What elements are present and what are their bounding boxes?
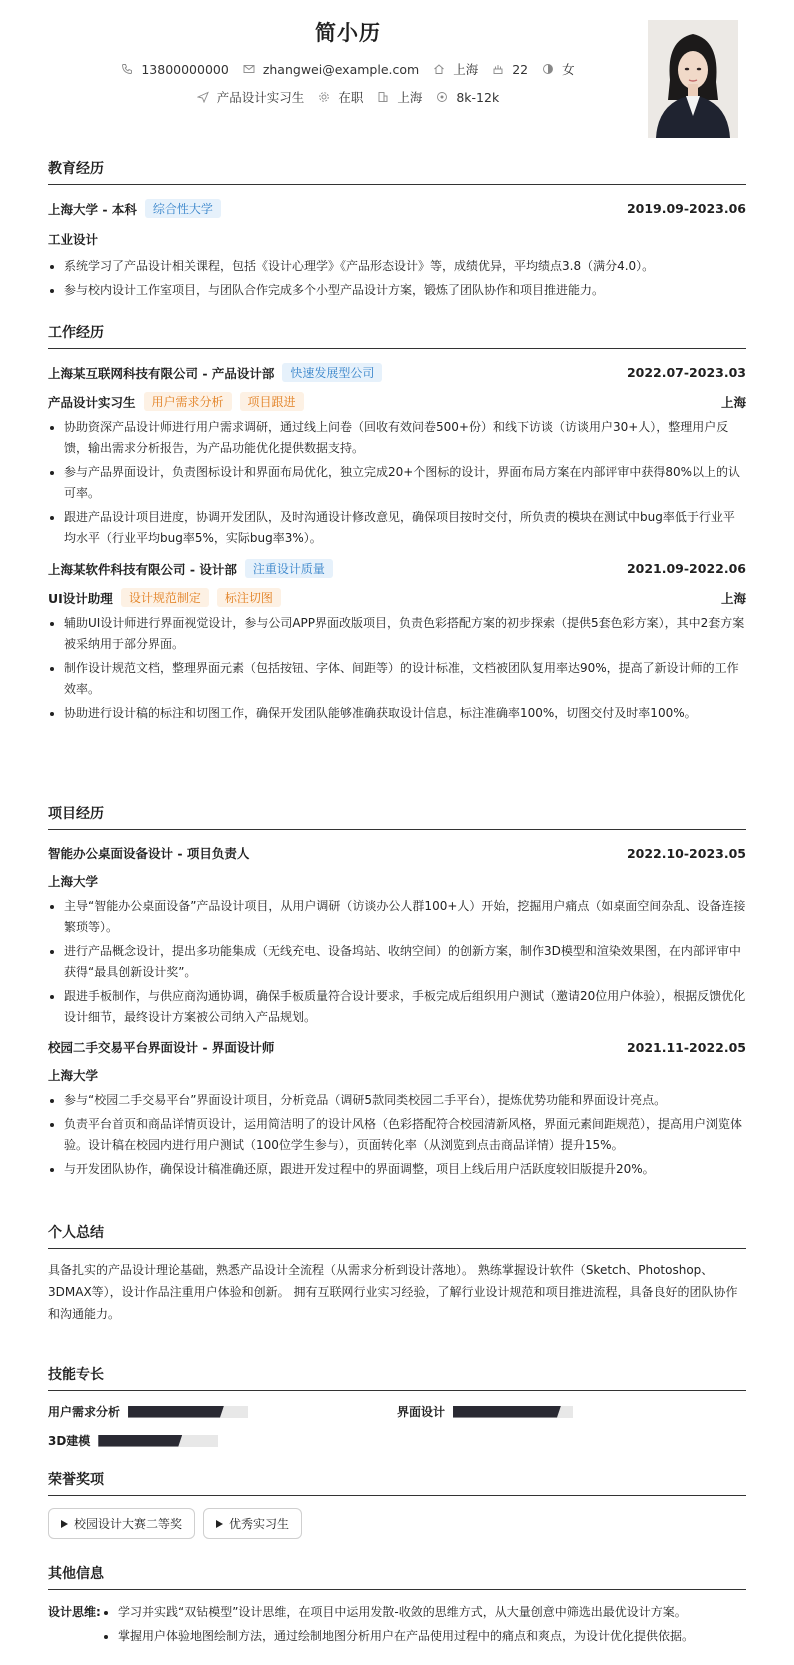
skill-item bbox=[48, 1403, 397, 1420]
project-org-text: 上海大学 bbox=[48, 874, 99, 889]
list-item: 学习并实践“双钻模型”设计思维，在项目中运用发散-收敛的思维方式，从大量创意中筛选出最优设计方案。 bbox=[102, 1602, 746, 1623]
list-item: 辅助UI设计师进行界面视觉设计，参与公司APP界面改版项目，负责色彩搭配方案的初步探索（提供5套色彩方案），其中2套方案被采纳用于部分界面。 bbox=[48, 613, 746, 655]
portrait-image bbox=[648, 20, 738, 138]
skill-name: 用户需求分析 bbox=[48, 1405, 121, 1419]
email-text: zhangwei@example.com bbox=[262, 61, 420, 77]
project-name: 校园二手交易平台界面设计 - 界面设计师 bbox=[48, 1040, 275, 1055]
job-intent-row bbox=[48, 88, 648, 106]
other-section bbox=[48, 1563, 746, 1650]
coin-icon bbox=[436, 91, 448, 103]
job-entry-head bbox=[48, 363, 746, 382]
list-item: 系统学习了产品设计相关课程，包括《设计心理学》《产品形态设计》等，成绩优异，平均绩点3.8（满分4.0）。 bbox=[48, 256, 746, 277]
gender-text: 女 bbox=[562, 62, 575, 77]
city-item bbox=[433, 60, 478, 78]
building-icon bbox=[377, 91, 389, 103]
job-location: 上海 bbox=[720, 590, 746, 606]
skills-section bbox=[48, 1364, 746, 1449]
project-org-text: 上海大学 bbox=[48, 1068, 99, 1083]
project-bullets bbox=[48, 896, 746, 1028]
section-title: 其他信息 bbox=[48, 1563, 746, 1590]
job-target-text: 产品设计实习生 bbox=[216, 90, 305, 105]
list-item: 参与产品界面设计，负责图标设计和界面布局优化，独立完成20+个图标的设计，界面布局方案在内部评审中获得80%以上的认可率。 bbox=[48, 462, 746, 504]
mail-icon bbox=[243, 63, 255, 75]
home-icon bbox=[433, 63, 445, 75]
skill-bar bbox=[453, 1406, 573, 1418]
company-tag: 注重设计质量 bbox=[245, 559, 333, 578]
education-section bbox=[48, 158, 746, 304]
job-role-row bbox=[48, 392, 746, 411]
play-icon bbox=[61, 1520, 68, 1528]
list-item: 进行产品概念设计，提出多功能集成（无线充电、设备坞站、收纳空间）的创新方案，制作3D模型和渲染效果图，在内部评审中获得“最具创新设计奖”。 bbox=[48, 941, 746, 983]
job-date: 2022.07-2023.03 bbox=[626, 365, 746, 380]
awards-section bbox=[48, 1469, 746, 1539]
list-item: 掌握用户体验地图绘制方法，通过绘制地图分析用户在产品使用过程中的痛点和爽点，为设计优化提供依据。 bbox=[102, 1626, 746, 1647]
company-tag: 快速发展型公司 bbox=[282, 363, 382, 382]
job-role: UI设计助理 bbox=[48, 590, 113, 606]
gender-icon bbox=[542, 63, 554, 75]
work-section bbox=[48, 322, 746, 727]
project-bullets bbox=[48, 1090, 746, 1180]
phone-item bbox=[121, 62, 228, 77]
target-city-item bbox=[377, 88, 422, 106]
skill-item bbox=[48, 1432, 397, 1449]
section-title: 教育经历 bbox=[48, 158, 746, 185]
award-text: 优秀实习生 bbox=[229, 1517, 290, 1531]
list-item: 跟进产品设计项目进度，协调开发团队，及时沟通设计修改意见，确保项目按时交付，所负责的模块在测试中bug率低于行业平均水平（行业平均bug率5%，实际bug率3%）。 bbox=[48, 507, 746, 549]
skill-bar bbox=[128, 1406, 248, 1418]
summary-section bbox=[48, 1222, 746, 1325]
skill-tag: 项目跟进 bbox=[240, 392, 304, 411]
education-date: 2019.09-2023.06 bbox=[626, 201, 746, 216]
skill-fill bbox=[98, 1435, 182, 1447]
project-date: 2022.10-2023.05 bbox=[626, 845, 746, 861]
education-entry-head bbox=[48, 199, 746, 218]
section-title: 技能专长 bbox=[48, 1364, 746, 1391]
status-text: 在职 bbox=[338, 90, 364, 105]
award-text: 校园设计大赛二等奖 bbox=[74, 1517, 183, 1531]
phone-icon bbox=[121, 63, 133, 75]
job-role-row bbox=[48, 588, 746, 607]
award-item bbox=[203, 1508, 302, 1539]
education-bullets bbox=[48, 256, 746, 301]
contact-row bbox=[48, 60, 648, 78]
project-org bbox=[48, 872, 746, 890]
resume-header bbox=[48, 0, 746, 150]
skill-tag: 设计规范制定 bbox=[121, 588, 209, 607]
awards-list bbox=[48, 1508, 746, 1539]
skill-name: 界面设计 bbox=[397, 1405, 446, 1419]
list-item: 参与校内设计工作室项目，与团队合作完成多个小型产品设计方案，锻炼了团队协作和项目推进能力。 bbox=[48, 280, 746, 301]
skill-bar bbox=[98, 1435, 218, 1447]
email-item bbox=[243, 62, 419, 77]
gear-icon bbox=[318, 91, 330, 103]
job-target-item bbox=[197, 88, 305, 106]
section-title: 个人总结 bbox=[48, 1222, 746, 1249]
section-title: 项目经历 bbox=[48, 803, 746, 830]
job-bullets bbox=[48, 417, 746, 549]
major-text: 工业设计 bbox=[48, 232, 99, 247]
list-item: 主导“智能办公桌面设备”产品设计项目，从用户调研（访谈办公人群100+人）开始，挖掘用户痛点（如桌面空间杂乱、设备连接繁琐等）。 bbox=[48, 896, 746, 938]
city-text: 上海 bbox=[453, 62, 479, 77]
summary-text: 具备扎实的产品设计理论基础，熟悉产品设计全流程（从需求分析到设计落地）。 熟练掌握设计软件（Sketch、Photoshop、3DMAX等），设计作品注重用户体验和创新。 拥有互联网行业实习经验，了解行业设计规范和项目推进流程，具备良好的团队协作和沟通能力。 bbox=[48, 1263, 738, 1321]
project-entry-head bbox=[48, 844, 746, 862]
list-item: 与开发团队协作，确保设计稿准确还原，跟进开发过程中的界面调整，项目上线后用户活跃度较旧版提升20%。 bbox=[48, 1159, 746, 1180]
profile-photo bbox=[648, 20, 738, 138]
skills-list bbox=[48, 1403, 746, 1449]
job-role: 产品设计实习生 bbox=[48, 394, 136, 410]
salary-item bbox=[436, 90, 499, 105]
play-icon bbox=[216, 1520, 223, 1528]
gender-item bbox=[542, 60, 575, 78]
job-location: 上海 bbox=[720, 394, 746, 410]
project-org bbox=[48, 1066, 746, 1084]
list-item: 参与“校园二手交易平台”界面设计项目，分析竞品（调研5款同类校园二手平台），提炼优势功能和界面设计亮点。 bbox=[48, 1090, 746, 1111]
list-item: 负责平台首页和商品详情页设计，运用简洁明了的设计风格（色彩搭配符合校园清新风格，界面元素间距规范），提高用户浏览体验。设计稿在校园内进行用户测试（100位学生参与），页面转化率（从浏览到点击商品详情）提升15%。 bbox=[48, 1114, 746, 1156]
award-item bbox=[48, 1508, 195, 1539]
other-label: 设计思维: bbox=[48, 1605, 101, 1619]
company-name: 上海某互联网科技有限公司 - 产品设计部 bbox=[48, 365, 275, 381]
section-title: 工作经历 bbox=[48, 322, 746, 349]
school-name: 上海大学 - 本科 bbox=[48, 201, 137, 217]
education-major bbox=[48, 230, 746, 248]
project-name: 智能办公桌面设备设计 - 项目负责人 bbox=[48, 846, 250, 861]
age-item bbox=[492, 62, 528, 77]
skill-item bbox=[397, 1403, 746, 1420]
list-item: 制作设计规范文档，整理界面元素（包括按钮、字体、间距等）的设计标准，文档被团队复用率达90%，提高了新设计师的工作效率。 bbox=[48, 658, 746, 700]
section-title: 荣誉奖项 bbox=[48, 1469, 746, 1496]
skill-tag: 用户需求分析 bbox=[144, 392, 232, 411]
age-text: 22 bbox=[512, 61, 529, 77]
skill-fill bbox=[453, 1406, 561, 1418]
list-item: 协助资深产品设计师进行用户需求调研，通过线上问卷（回收有效问卷500+份）和线下访谈（访谈用户30+人），整理用户反馈，输出需求分析报告，为产品功能优化提供数据支持。 bbox=[48, 417, 746, 459]
project-date: 2021.11-2022.05 bbox=[626, 1039, 746, 1055]
skill-fill bbox=[128, 1406, 224, 1418]
company-name: 上海某软件科技有限公司 - 设计部 bbox=[48, 561, 237, 577]
job-bullets bbox=[48, 613, 746, 724]
skill-tag: 标注切图 bbox=[217, 588, 281, 607]
job-entry-head bbox=[48, 559, 746, 578]
list-item: 跟进手板制作，与供应商沟通协调，确保手板质量符合设计要求，手板完成后组织用户测试（邀请20位用户体验），根据反馈优化设计细节，最终设计方案被公司纳入产品规划。 bbox=[48, 986, 746, 1028]
send-icon bbox=[197, 91, 209, 103]
other-row bbox=[48, 1602, 746, 1650]
school-tag: 综合性大学 bbox=[145, 199, 221, 218]
cake-icon bbox=[492, 63, 504, 75]
candidate-name: 简小历 bbox=[315, 21, 381, 45]
salary-text: 8k-12k bbox=[456, 89, 500, 105]
status-item bbox=[318, 88, 363, 106]
other-bullets bbox=[102, 1602, 746, 1650]
projects-section bbox=[48, 803, 746, 1183]
project-entry-head bbox=[48, 1038, 746, 1056]
list-item: 协助进行设计稿的标注和切图工作，确保开发团队能够准确获取设计信息，标注准确率100%，切图交付及时率100%。 bbox=[48, 703, 746, 724]
skill-name: 3D建模 bbox=[48, 1434, 91, 1448]
target-city-text: 上海 bbox=[397, 90, 423, 105]
phone-text: 13800000000 bbox=[141, 61, 229, 77]
job-date: 2021.09-2022.06 bbox=[626, 561, 746, 576]
